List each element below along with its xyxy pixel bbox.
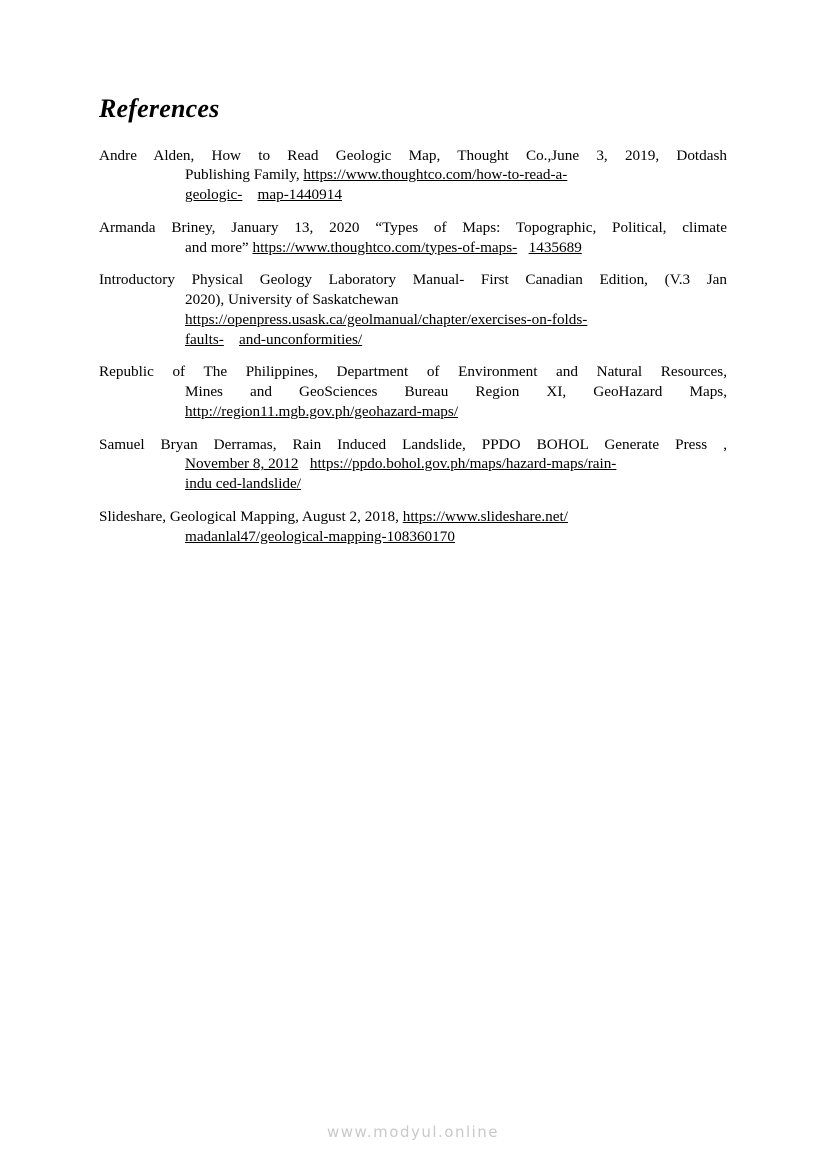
reference-link[interactable]: madanlal47/geological-mapping-108360170 xyxy=(185,527,455,545)
reference-entry xyxy=(99,507,727,547)
reference-line: Samuel Bryan Derramas, Rain Induced Landslide, PPDO BOHOL Generate Press , xyxy=(99,435,727,453)
reference-line xyxy=(99,507,727,527)
reference-link[interactable]: https://ppdo.bohol.gov.ph/maps/hazard-maps/rain- xyxy=(309,455,617,473)
references-content xyxy=(99,95,727,559)
reference-link[interactable]: https://www.thoughtco.com/types-of-maps- xyxy=(252,238,518,256)
reference-link[interactable]: https://openpress.usask.ca/geolmanual/chapter/exercises-on-folds- xyxy=(185,310,588,328)
reference-entry xyxy=(99,435,727,494)
reference-link[interactable]: map-1440914 xyxy=(257,186,342,204)
reference-text: and more” xyxy=(185,238,253,256)
page-title: References xyxy=(99,94,220,123)
reference-entry xyxy=(99,146,727,205)
reference-link[interactable]: indu ced-landslide/ xyxy=(185,475,301,493)
reference-line xyxy=(185,402,727,422)
reference-link[interactable]: https://www.slideshare.net/ xyxy=(402,507,568,525)
reference-text: Publishing Family, xyxy=(185,166,300,184)
reference-link[interactable]: http://region11.mgb.gov.ph/geohazard-maps/ xyxy=(185,402,459,420)
reference-line: Republic of The Philippines, Department of Environment and Natural Resources, xyxy=(99,363,727,381)
reference-line: Andre Alden, How to Read Geologic Map, Thought Co.,June 3, 2019, Dotdash xyxy=(99,146,727,164)
reference-link[interactable]: geologic- xyxy=(185,186,243,204)
reference-link[interactable]: faults- xyxy=(185,330,224,348)
reference-link[interactable]: 1435689 xyxy=(528,238,582,256)
reference-line xyxy=(185,165,727,185)
reference-entry xyxy=(99,362,727,421)
reference-line xyxy=(185,454,727,474)
reference-entry xyxy=(99,218,727,258)
reference-line xyxy=(185,527,727,547)
reference-line xyxy=(185,474,727,494)
reference-line xyxy=(185,310,727,330)
reference-line: Introductory Physical Geology Laboratory Manual- First Canadian Edition, (V.3 Jan xyxy=(99,271,727,289)
reference-link[interactable]: and-unconformities/ xyxy=(239,330,363,348)
reference-line: 2020), University of Saskatchewan xyxy=(185,291,399,309)
reference-line xyxy=(185,238,727,258)
reference-line xyxy=(185,330,727,350)
reference-line: Mines and GeoSciences Bureau Region XI, GeoHazard Maps, xyxy=(185,383,727,401)
reference-line: Armanda Briney, January 13, 2020 “Types of Maps: Topographic, Political, climate xyxy=(99,218,727,236)
reference-link[interactable]: November 8, 2012 xyxy=(185,455,299,473)
reference-text: Slideshare, Geological Mapping, August 2, 2018, xyxy=(99,507,403,525)
reference-entry xyxy=(99,270,727,349)
reference-line xyxy=(185,185,727,205)
reference-link[interactable]: https://www.thoughtco.com/how-to-read-a- xyxy=(303,166,568,184)
watermark: www.modyul.online xyxy=(326,1123,500,1141)
